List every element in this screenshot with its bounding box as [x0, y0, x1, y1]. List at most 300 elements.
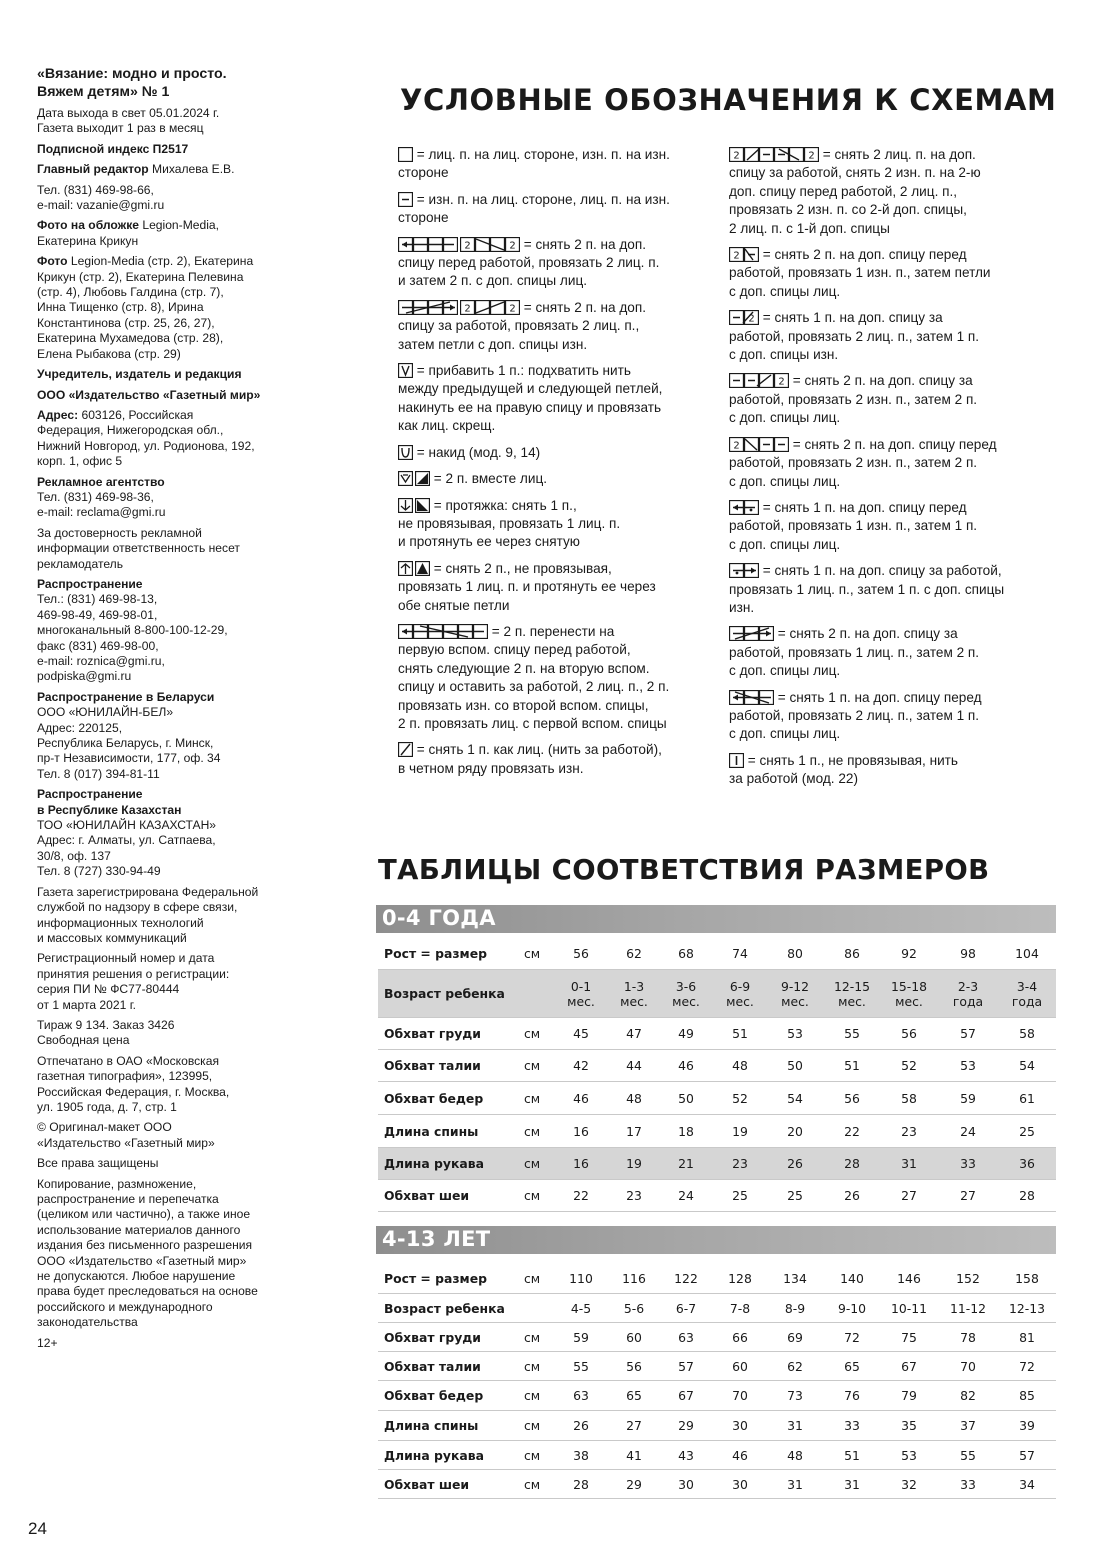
- page-number: 24: [28, 1519, 47, 1538]
- table-cell: 5-6: [623, 1300, 645, 1316]
- legend-text: в четном ряду провязать изн.: [398, 760, 584, 776]
- legend-text: спицу за работой, провязать 2 лиц. п.,: [398, 318, 640, 334]
- legend-text: 2 = снять 1 п. на доп. спицу за: [729, 309, 1059, 327]
- table-cell: 16: [573, 1156, 589, 1171]
- legend-text: провязать 1 лиц. п. и протянуть ее через: [398, 579, 656, 595]
- table-cell: 29: [626, 1476, 642, 1492]
- row-label: Рост = размер: [384, 945, 487, 961]
- svg-text:2: 2: [464, 303, 471, 315]
- table-cell: 30: [732, 1476, 748, 1492]
- cross-2-2-front-purl-icon: [729, 437, 789, 452]
- legend-text: = накид (мод. 9, 14): [398, 444, 716, 462]
- table-row: [378, 1018, 1056, 1050]
- age-band-4-13: [376, 1226, 1056, 1254]
- table-row: [378, 1323, 1056, 1352]
- band-label: 4-13 ЛЕТ: [382, 1227, 491, 1251]
- table-cell: 60: [732, 1358, 748, 1374]
- legend-text: работой, провязать 1 лиц. п., затем 2 п.: [729, 644, 980, 660]
- legend-text: изн.: [729, 599, 755, 615]
- table-row: [378, 1050, 1056, 1082]
- table-cell: 43: [678, 1447, 694, 1463]
- table-cell: 34: [1019, 1476, 1035, 1492]
- table-cell: 39: [1019, 1418, 1035, 1433]
- cable-6-icon: [398, 624, 488, 639]
- table-cell: 51: [844, 1447, 860, 1463]
- table-cell: 15-18 мес.: [890, 979, 927, 1009]
- svg-text:2: 2: [733, 250, 740, 262]
- legend-text: работой, провязать 2 изн. п., затем 2 п.: [729, 391, 978, 407]
- table-cell: 158: [1015, 1270, 1039, 1286]
- legend-text: = снять 1 п. на доп. спицу перед: [729, 499, 1059, 517]
- svg-text:2: 2: [733, 150, 740, 162]
- legend-item: [398, 191, 716, 228]
- legend-text: 2 2 = снять 2 п. на доп.: [398, 236, 716, 254]
- cross-2-1-front-icon: [729, 247, 759, 262]
- release-info: Дата выхода в свет 05.01.2024 г. Газета выходит 1 раз в месяц: [37, 106, 220, 136]
- legend-item: [729, 436, 1059, 491]
- table-cell: 44: [626, 1058, 642, 1073]
- row-label: Обхват талии: [384, 1058, 481, 1073]
- row-label: Длина рукава: [384, 1156, 484, 1171]
- size-table-4-13: [378, 1263, 1056, 1499]
- table-cell: 56: [844, 1090, 860, 1106]
- table-row: [378, 1180, 1056, 1212]
- table-cell: 33: [960, 1156, 976, 1171]
- table-cell: 46: [732, 1447, 748, 1463]
- table-cell: 0-1 мес.: [567, 979, 595, 1009]
- table-cell: 80: [787, 945, 803, 961]
- table-cell: 25: [1019, 1123, 1035, 1139]
- table-cell: 63: [573, 1388, 589, 1403]
- table-cell: 19: [732, 1123, 748, 1139]
- founder-heading: Учредитель, издатель и редакция: [37, 367, 242, 382]
- legend-item: [729, 689, 1059, 744]
- table-cell: 11-12: [949, 1300, 986, 1316]
- table-cell: 19: [626, 1156, 642, 1171]
- distribution-kazakhstan: Распространение в Республике Казахстан ТОО «ЮНИЛАЙН КАЗАХСТАН» Адрес: г. Алматы, ул. Сатпаева, 30/8, оф. 137 Тел. 8 (727) 330-94-49: [37, 787, 217, 879]
- table-cell: 30: [732, 1418, 748, 1433]
- legend-text: 2 = снять 2 п. на доп. спицу за: [729, 372, 1059, 390]
- legend-text: = изн. п. на лиц. стороне, лиц. п. на изн.: [398, 191, 716, 209]
- row-label: Длина рукава: [384, 1447, 484, 1463]
- ssk-icon: [398, 498, 430, 513]
- table-row: [378, 937, 1056, 970]
- table-cell: 55: [573, 1358, 589, 1374]
- row-label: Возраст ребенка: [384, 986, 505, 1001]
- legend-text: = снять 2 п., не провязывая,: [398, 560, 716, 578]
- cross-1-1-back-icon: [729, 563, 759, 578]
- legend-text: работой, провязать 2 лиц. п., затем 1 п.: [729, 707, 980, 723]
- table-cell: 56: [573, 945, 589, 961]
- row-label: Обхват бедер: [384, 1090, 484, 1106]
- make-one-icon: [398, 363, 413, 378]
- table-cell: 68: [678, 945, 694, 961]
- legend-column-right: [729, 146, 1059, 797]
- table-cell: 31: [844, 1476, 860, 1492]
- table-cell: 146: [897, 1270, 921, 1286]
- cover-photo-credit: Фото на обложке Legion-Media, Екатерина Крикун: [37, 218, 219, 248]
- row-unit: см: [524, 1447, 541, 1463]
- legend-item: [398, 236, 716, 291]
- table-cell: 140: [840, 1270, 864, 1286]
- table-cell: 53: [787, 1026, 803, 1041]
- table-cell: 134: [783, 1270, 807, 1286]
- row-label: Обхват шеи: [384, 1188, 470, 1203]
- legend-item: [398, 741, 716, 778]
- table-cell: 26: [787, 1156, 803, 1171]
- table-cell: 75: [901, 1329, 917, 1345]
- table-row: [378, 1148, 1056, 1180]
- table-cell: 53: [960, 1058, 976, 1073]
- rights-reserved: Все права защищены: [37, 1156, 159, 1171]
- table-cell: 28: [573, 1476, 589, 1492]
- legend-text: 2 лиц. п. с 1-й доп. спицы: [729, 220, 890, 236]
- cable-2-front-knit-icon: [398, 237, 520, 252]
- row-unit: см: [524, 1388, 541, 1403]
- legend-text: 2 = снять 2 п. на доп. спицу перед: [729, 436, 1059, 454]
- table-cell: 61: [1019, 1090, 1035, 1106]
- table-cell: 48: [732, 1058, 748, 1073]
- sizes-title: ТАБЛИЦЫ СООТВЕТСТВИЯ РАЗМЕРОВ: [378, 854, 990, 886]
- table-cell: 76: [844, 1388, 860, 1403]
- table-cell: 41: [626, 1447, 642, 1463]
- table-cell: 152: [956, 1270, 980, 1286]
- legend-text: как лиц. скрещ.: [398, 418, 496, 434]
- table-cell: 45: [573, 1026, 589, 1041]
- age-rating: 12+: [37, 1335, 58, 1350]
- legend-item: [398, 497, 716, 552]
- table-cell: 3-6 мес.: [672, 979, 700, 1009]
- legend-text: спицу перед работой, провязать 2 лиц. п.: [398, 255, 660, 271]
- table-cell: 46: [678, 1058, 694, 1073]
- row-unit: см: [524, 1329, 541, 1345]
- legend-item: [729, 562, 1059, 617]
- table-cell: 10-11: [890, 1300, 927, 1316]
- legend-text: работой, провязать 1 изн. п., затем петли: [729, 265, 991, 281]
- legend-text: с доп. спицы лиц.: [729, 536, 841, 552]
- table-cell: 24: [678, 1188, 694, 1203]
- table-row: [378, 1381, 1056, 1411]
- table-cell: 25: [732, 1188, 748, 1203]
- size-table-0-4: [378, 937, 1056, 1212]
- legend-text: = снять 1 п., не провязывая, нить: [729, 752, 1059, 770]
- table-cell: 48: [626, 1090, 642, 1106]
- table-cell: 53: [901, 1447, 917, 1463]
- yarn-over-icon: [398, 445, 413, 460]
- legend-text: 2 = снять 2 п. на доп. спицу перед: [729, 246, 1059, 264]
- table-cell: 57: [678, 1358, 694, 1374]
- table-cell: 9-12 мес.: [780, 979, 810, 1009]
- row-unit: см: [524, 1358, 541, 1374]
- table-cell: 8-9: [784, 1300, 806, 1316]
- svg-text:2: 2: [733, 440, 740, 452]
- knit-square-icon: [398, 147, 413, 162]
- row-label: Обхват груди: [384, 1026, 481, 1041]
- row-unit: см: [524, 1090, 541, 1106]
- legend-text: = 2 п. вместе лиц.: [398, 470, 716, 488]
- table-cell: 48: [787, 1447, 803, 1463]
- legend-text: с доп. спицы лиц.: [729, 663, 841, 679]
- legend-item: [729, 752, 1059, 789]
- legend-text: стороне: [398, 165, 449, 181]
- table-cell: 47: [626, 1026, 642, 1041]
- legend-text: стороне: [398, 210, 449, 226]
- table-cell: 74: [732, 945, 748, 961]
- legend-text: = снять 1 п. на доп. спицу за работой,: [729, 562, 1059, 580]
- copyright-notice: Копирование, размножение, распространение и перепечатка (целиком или частично), а также иное использование материалов данного издания без письменного разрешения ООО «Издательство «Газетный мир» не допускаются. Любое нарушение права будет преследоваться на основе российского и международного законодательства: [37, 1176, 258, 1330]
- table-cell: 57: [1019, 1447, 1035, 1463]
- legend-text: спицу за работой, снять 2 изн. п. на 2-ю: [729, 165, 981, 181]
- table-cell: 82: [960, 1388, 976, 1403]
- table-cell: 20: [787, 1123, 803, 1139]
- table-row: [378, 1263, 1056, 1294]
- svg-text:2: 2: [808, 150, 815, 162]
- table-cell: 31: [787, 1418, 803, 1433]
- publication-title: «Вязание: модно и просто. Вяжем детям» № 1: [37, 66, 227, 100]
- legend-text: провязать 1 лиц. п., затем 1 п. с доп. спицы: [729, 581, 1005, 597]
- legend-item: [398, 623, 716, 733]
- original-layout: © Оригинал-макет ООО «Издательство «Газетный мир»: [37, 1120, 215, 1150]
- table-cell: 6-7: [675, 1300, 697, 1316]
- slip-stitch-icon: [398, 742, 413, 757]
- row-label: Рост = размер: [384, 1270, 487, 1286]
- table-cell: 35: [901, 1418, 917, 1433]
- svg-text:2: 2: [464, 240, 471, 252]
- row-label: Обхват груди: [384, 1329, 481, 1345]
- table-cell: 32: [901, 1476, 917, 1492]
- legend-text: работой, провязать 2 изн. п., затем 2 п.: [729, 455, 978, 471]
- table-cell: 46: [573, 1090, 589, 1106]
- legend-text: накинуть ее на правую спицу и провязать: [398, 399, 662, 415]
- table-cell: 60: [626, 1329, 642, 1345]
- legend-text: провязать 2 изн. п. со 2-й доп. спицы,: [729, 202, 967, 218]
- table-row: [378, 1470, 1056, 1499]
- table-cell: 78: [960, 1329, 976, 1345]
- row-unit: см: [524, 1058, 541, 1073]
- legend-text: = прибавить 1 п.: подхватить нить: [398, 362, 716, 380]
- imprint-column: [37, 66, 299, 1351]
- table-cell: 122: [674, 1270, 698, 1286]
- table-cell: 104: [1015, 945, 1039, 961]
- table-cell: 7-8: [729, 1300, 751, 1316]
- svg-text:2: 2: [778, 376, 785, 388]
- row-unit: см: [524, 945, 541, 961]
- table-cell: 69: [787, 1329, 803, 1345]
- row-label: Обхват талии: [384, 1358, 481, 1374]
- row-unit: см: [524, 1123, 541, 1139]
- legend-item: [398, 362, 716, 436]
- legend-text: затем петли с доп. спицы изн.: [398, 336, 588, 352]
- distribution-belarus: Распространение в Беларуси ООО «ЮНИЛАЙН-БЕЛ» Адрес: 220125, Республика Беларусь, г. Минск, пр-т Независимости, 177, оф. 34 Тел. 8 (017) 394-81-11: [37, 689, 221, 781]
- legend-text: первую вспом. спицу перед работой,: [398, 642, 631, 658]
- table-cell: 56: [901, 1026, 917, 1041]
- legend-text: работой, провязать 2 лиц. п., затем 1 п.: [729, 328, 980, 344]
- table-cell: 86: [844, 945, 860, 961]
- table-cell: 12-13: [1008, 1300, 1045, 1316]
- table-cell: 65: [626, 1388, 642, 1403]
- cdd-icon: [398, 561, 430, 576]
- row-unit: см: [524, 1188, 541, 1203]
- table-cell: 70: [960, 1358, 976, 1374]
- svg-text:2: 2: [509, 303, 516, 315]
- table-cell: 42: [573, 1058, 589, 1073]
- table-cell: 29: [678, 1418, 694, 1433]
- legend-text: за работой (мод. 22): [729, 771, 859, 787]
- legend-text: 2 2 = снять 2 п. на доп.: [398, 299, 716, 317]
- cross-1-2-front-icon: [729, 690, 774, 705]
- legend-text: = лиц. п. на лиц. стороне, изн. п. на изн.: [398, 146, 716, 164]
- table-cell: 22: [573, 1188, 589, 1203]
- table-cell: 63: [678, 1329, 694, 1345]
- legend-item: [398, 470, 716, 488]
- table-cell: 54: [1019, 1058, 1035, 1073]
- table-cell: 24: [960, 1123, 976, 1139]
- table-row: [378, 970, 1056, 1018]
- table-cell: 81: [1019, 1329, 1035, 1345]
- cross-1-1-front-icon: [729, 500, 759, 515]
- legend-item: [398, 560, 716, 615]
- table-cell: 79: [901, 1388, 917, 1403]
- table-cell: 33: [960, 1476, 976, 1492]
- band-label: 0-4 ГОДА: [382, 906, 496, 930]
- table-cell: 1-3 мес.: [620, 979, 648, 1009]
- row-unit: см: [524, 1156, 541, 1171]
- table-cell: 27: [626, 1418, 642, 1433]
- age-band-0-4: [376, 905, 1056, 933]
- legend-item: [398, 146, 716, 183]
- table-cell: 56: [626, 1358, 642, 1374]
- table-cell: 116: [622, 1270, 646, 1286]
- legend-text: спицу и оставить за работой, 2 лиц. п., 2 п.: [398, 679, 670, 695]
- table-cell: 49: [678, 1026, 694, 1041]
- table-cell: 72: [1019, 1358, 1035, 1374]
- table-cell: 33: [844, 1418, 860, 1433]
- legend-text: и затем 2 п. с доп. спицы лиц.: [398, 273, 588, 289]
- table-cell: 28: [1019, 1188, 1035, 1203]
- table-cell: 36: [1019, 1156, 1035, 1171]
- legend-item: [729, 372, 1059, 427]
- cross-2-2-back-purl-icon: [729, 373, 789, 388]
- table-cell: 54: [787, 1090, 803, 1106]
- legend-text: = снять 1 п. на доп. спицу перед: [729, 689, 1059, 707]
- printer: Отпечатано в ОАО «Московская газетная типография», 123995, Российская Федерация, г. Москва, ул. 1905 года, д. 7, стр. 1: [37, 1053, 230, 1114]
- legend-item: [729, 499, 1059, 554]
- table-cell: 26: [844, 1188, 860, 1203]
- photo-credits: Фото Legion-Media (стр. 2), Екатерина Крикун (стр. 2), Екатерина Пелевина (стр. 4), Любовь Галдина (стр. 7), Инна Тищенко (стр. 8), Ирина Константинова (стр. 25, 26, 27), Екатерина Мухамедова (стр. 28), Елена Рыбакова (стр. 29): [37, 254, 254, 361]
- subscription-index: Подписной индекс П2517: [37, 141, 189, 156]
- row-unit: см: [524, 1418, 541, 1433]
- table-cell: 67: [678, 1388, 694, 1403]
- table-cell: 31: [901, 1156, 917, 1171]
- legend-text: с доп. спицы лиц.: [729, 410, 841, 426]
- cross-2-2-back-knit-icon: [729, 626, 774, 641]
- table-row: [378, 1082, 1056, 1115]
- table-cell: 28: [844, 1156, 860, 1171]
- row-label: Обхват бедер: [384, 1388, 484, 1403]
- table-cell: 65: [844, 1358, 860, 1374]
- table-cell: 51: [844, 1058, 860, 1073]
- table-row: [378, 1115, 1056, 1148]
- purl-square-icon: [398, 192, 413, 207]
- distribution: Распространение Тел.: (831) 469-98-13, 469-98-49, 469-98-01, многоканальный 8-800-100-12-29, факс (831) 469-98-00, e-mail: roznica@gmi.ru, podpiska@gmi.ru: [37, 576, 228, 684]
- registration-note: Газета зарегистрирована Федеральной службой по надзору в сфере связи, информационных технологий и массовых коммуникаций: [37, 884, 259, 945]
- table-cell: 67: [901, 1358, 917, 1374]
- table-cell: 62: [626, 945, 642, 961]
- table-cell: 23: [626, 1188, 642, 1203]
- table-cell: 37: [960, 1418, 976, 1433]
- legend-text: снять следующие 2 п. на вторую вспом.: [398, 660, 650, 676]
- table-cell: 17: [626, 1123, 642, 1139]
- table-cell: 12-15 мес.: [833, 979, 870, 1009]
- legend-item: [729, 246, 1059, 301]
- legend-text: = снять 1 п. как лиц. (нить за работой),: [398, 741, 716, 759]
- legend-text: и протянуть ее через снятую: [398, 534, 580, 550]
- table-cell: 52: [901, 1058, 917, 1073]
- legend-text: = снять 2 п. на доп. спицу за: [729, 625, 1059, 643]
- publisher-address: Адрес: 603126, Российская Федерация, Нижегородская обл., Нижний Новгород, ул. Родионова, 192, корп. 1, офис 5: [37, 407, 255, 469]
- legend-item: [398, 299, 716, 354]
- table-cell: 26: [573, 1418, 589, 1433]
- table-cell: 58: [901, 1090, 917, 1106]
- table-cell: 55: [844, 1026, 860, 1041]
- legend-title: УСЛОВНЫЕ ОБОЗНАЧЕНИЯ К СХЕМАМ: [400, 83, 1057, 117]
- legend-text: с доп. спицы изн.: [729, 347, 839, 363]
- table-cell: 85: [1019, 1388, 1035, 1403]
- table-row: [378, 1294, 1056, 1323]
- table-cell: 4-5: [570, 1300, 592, 1316]
- legend-item: [729, 309, 1059, 364]
- table-cell: 128: [728, 1270, 752, 1286]
- row-label: Возраст ребенка: [384, 1300, 505, 1316]
- legend-text: обе снятые петли: [398, 597, 510, 613]
- table-row: [378, 1441, 1056, 1470]
- legend-item: [729, 625, 1059, 680]
- table-cell: 9-10: [837, 1300, 867, 1316]
- circulation: Тираж 9 134. Заказ 3426 Свободная цена: [37, 1017, 175, 1048]
- table-cell: 72: [844, 1329, 860, 1345]
- table-cell: 50: [678, 1090, 694, 1106]
- row-label: Длина спины: [384, 1418, 479, 1433]
- k2tog-icon: [398, 471, 430, 486]
- table-cell: 16: [573, 1123, 589, 1139]
- table-cell: 6-9 мес.: [726, 979, 754, 1009]
- table-cell: 62: [787, 1358, 803, 1374]
- table-cell: 59: [573, 1329, 589, 1345]
- table-cell: 21: [678, 1156, 694, 1171]
- table-cell: 25: [787, 1188, 803, 1203]
- table-cell: 31: [787, 1476, 803, 1492]
- row-label: Обхват шеи: [384, 1476, 470, 1492]
- table-cell: 98: [960, 945, 976, 961]
- legend-text: с доп. спицы лиц.: [729, 726, 841, 742]
- table-cell: 55: [960, 1447, 976, 1463]
- svg-text:2: 2: [509, 240, 516, 252]
- ad-disclaimer: За достоверность рекламной информации ответственность несет рекламодатель: [37, 525, 240, 571]
- table-cell: 110: [569, 1270, 593, 1286]
- editor-in-chief: Главный редактор Михалева Е.В.: [37, 162, 235, 177]
- table-cell: 27: [901, 1188, 917, 1203]
- legend-text: = 2 п. перенести на: [398, 623, 716, 641]
- table-cell: 50: [787, 1058, 803, 1073]
- table-cell: 18: [678, 1123, 694, 1139]
- table-cell: 57: [960, 1026, 976, 1041]
- table-cell: 23: [901, 1123, 917, 1139]
- table-cell: 59: [960, 1090, 976, 1106]
- legend-item: [729, 146, 1059, 238]
- editorial-contacts: Тел. (831) 469-98-66, e-mail: vazanie@gmi.ru: [37, 182, 165, 213]
- legend-text: провязать изн. со второй вспом. спицы,: [398, 697, 649, 713]
- legend-text: с доп. спицы лиц.: [729, 473, 841, 489]
